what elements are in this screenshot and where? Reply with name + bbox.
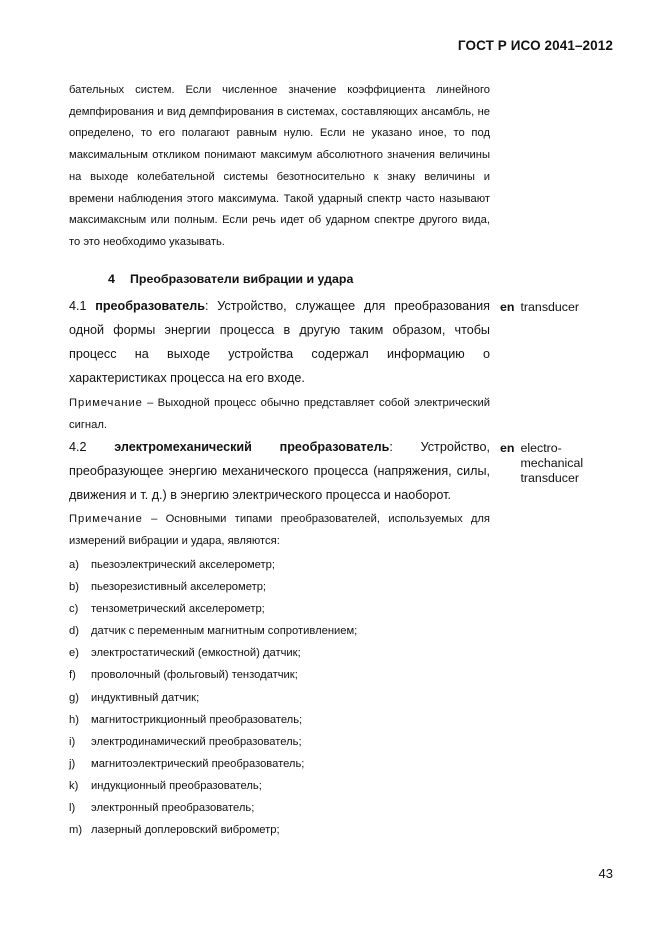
list-marker: g) xyxy=(69,691,79,704)
intro-paragraph: бательных систем. Если численное значение коэффициента линейного демпфирования и вид демпфирования в системах, составляющих ансамбль, не определено, то его полагают равным нулю. Если не указано иное, то под максимальным откликом понимают максимум абсолютного значения величины на выходе колебательной системы безотносительно к знаку величины и времени наблюдения этого максимума. Такой ударный спектр часто называют максимаксным или полным. Если речь идет об ударном спектре другого вида, то это необходимо указывать. xyxy=(69,84,490,248)
list-item-text: магнитострикционный преобразователь; xyxy=(91,713,303,726)
english-term: transducer xyxy=(520,300,580,314)
list-marker: h) xyxy=(69,713,79,726)
list-item-text: лазерный доплеровский виброметр; xyxy=(91,824,280,837)
list-item-text: электростатический (емкостной) датчик; xyxy=(91,647,301,660)
note-4-1 xyxy=(69,393,490,436)
list-item xyxy=(69,642,357,664)
section-title: Преобразователи вибрации и удара xyxy=(130,272,354,286)
list-item xyxy=(69,620,357,642)
term-number: 4.2 xyxy=(69,440,87,454)
list-marker: l) xyxy=(69,802,76,815)
list-item-text: индукционный преобразователь; xyxy=(91,779,262,792)
section-heading xyxy=(108,272,353,286)
list-item xyxy=(69,819,357,841)
note-text: – Выходной процесс обычно представляет собой электрический сигнал. xyxy=(69,397,490,431)
term-entry-4-2 xyxy=(69,435,490,507)
note-label: Примечание xyxy=(69,513,143,525)
list-item xyxy=(69,731,357,753)
list-item-text: индуктивный датчик; xyxy=(91,691,200,704)
list-marker: b) xyxy=(69,581,79,594)
list-marker: c) xyxy=(69,603,79,616)
list-item xyxy=(69,709,357,731)
english-equivalent-4-2 xyxy=(500,441,583,486)
transducer-types-list xyxy=(69,554,357,841)
term-definition: : Устройство, преобразующее энергию механического процесса (напряжения, силы, движения и т. д.) в энергию электрического процесса и наоборот. xyxy=(69,440,490,502)
term-number: 4.1 xyxy=(69,299,87,313)
list-marker: m) xyxy=(69,824,83,837)
page-number: 43 xyxy=(598,866,613,881)
term-entry-4-1 xyxy=(69,294,490,390)
language-code: en xyxy=(500,300,515,314)
list-marker: d) xyxy=(69,625,79,638)
english-equivalent-4-1 xyxy=(500,300,579,315)
list-item xyxy=(69,598,357,620)
list-marker: f) xyxy=(69,669,76,682)
list-item xyxy=(69,775,357,797)
term-name: электромеханический преобразователь xyxy=(114,440,390,454)
term-definition: : Устройство, служащее для преобразования одной формы энергии процесса в другую таким образом, чтобы процесс на выходе устройства содержал информацию о характеристиках процесса на его входе. xyxy=(69,299,490,385)
section-number: 4 xyxy=(108,272,115,286)
list-item-text: проволочный (фольговый) тензодатчик; xyxy=(91,669,298,682)
list-marker: e) xyxy=(69,647,79,660)
list-marker: j) xyxy=(69,757,76,770)
list-item-text: электродинамический преобразователь; xyxy=(91,735,302,748)
list-item xyxy=(69,576,357,598)
list-item-text: электронный преобразователь; xyxy=(91,802,255,815)
document-header: ГОСТ Р ИСО 2041–2012 xyxy=(457,38,613,53)
list-marker: a) xyxy=(69,559,79,571)
list-item xyxy=(69,554,357,576)
list-item xyxy=(69,753,357,775)
term-name: преобразователь xyxy=(95,299,206,313)
list-item xyxy=(69,664,357,686)
english-term: electro- mechanical transducer xyxy=(520,441,584,485)
list-item-text: тензометрический акселерометр; xyxy=(91,603,265,616)
list-item xyxy=(69,797,357,819)
list-item-text: пьезоэлектрический акселерометр; xyxy=(91,559,275,571)
note-label: Примечание xyxy=(69,397,143,409)
language-code: en xyxy=(500,441,515,455)
list-marker: k) xyxy=(69,779,79,792)
note-4-2 xyxy=(69,509,490,552)
list-marker: i) xyxy=(69,735,76,748)
list-item-text: пьезорезистивный акселерометр; xyxy=(91,581,267,594)
note-text: – Основными типами преобразователей, используемых для измерений вибрации и удара, являются: xyxy=(69,513,490,547)
list-item-text: магнитоэлектрический преобразователь; xyxy=(91,757,305,770)
list-item xyxy=(69,687,357,709)
list-item-text: датчик с переменным магнитным сопротивлением; xyxy=(91,625,358,638)
